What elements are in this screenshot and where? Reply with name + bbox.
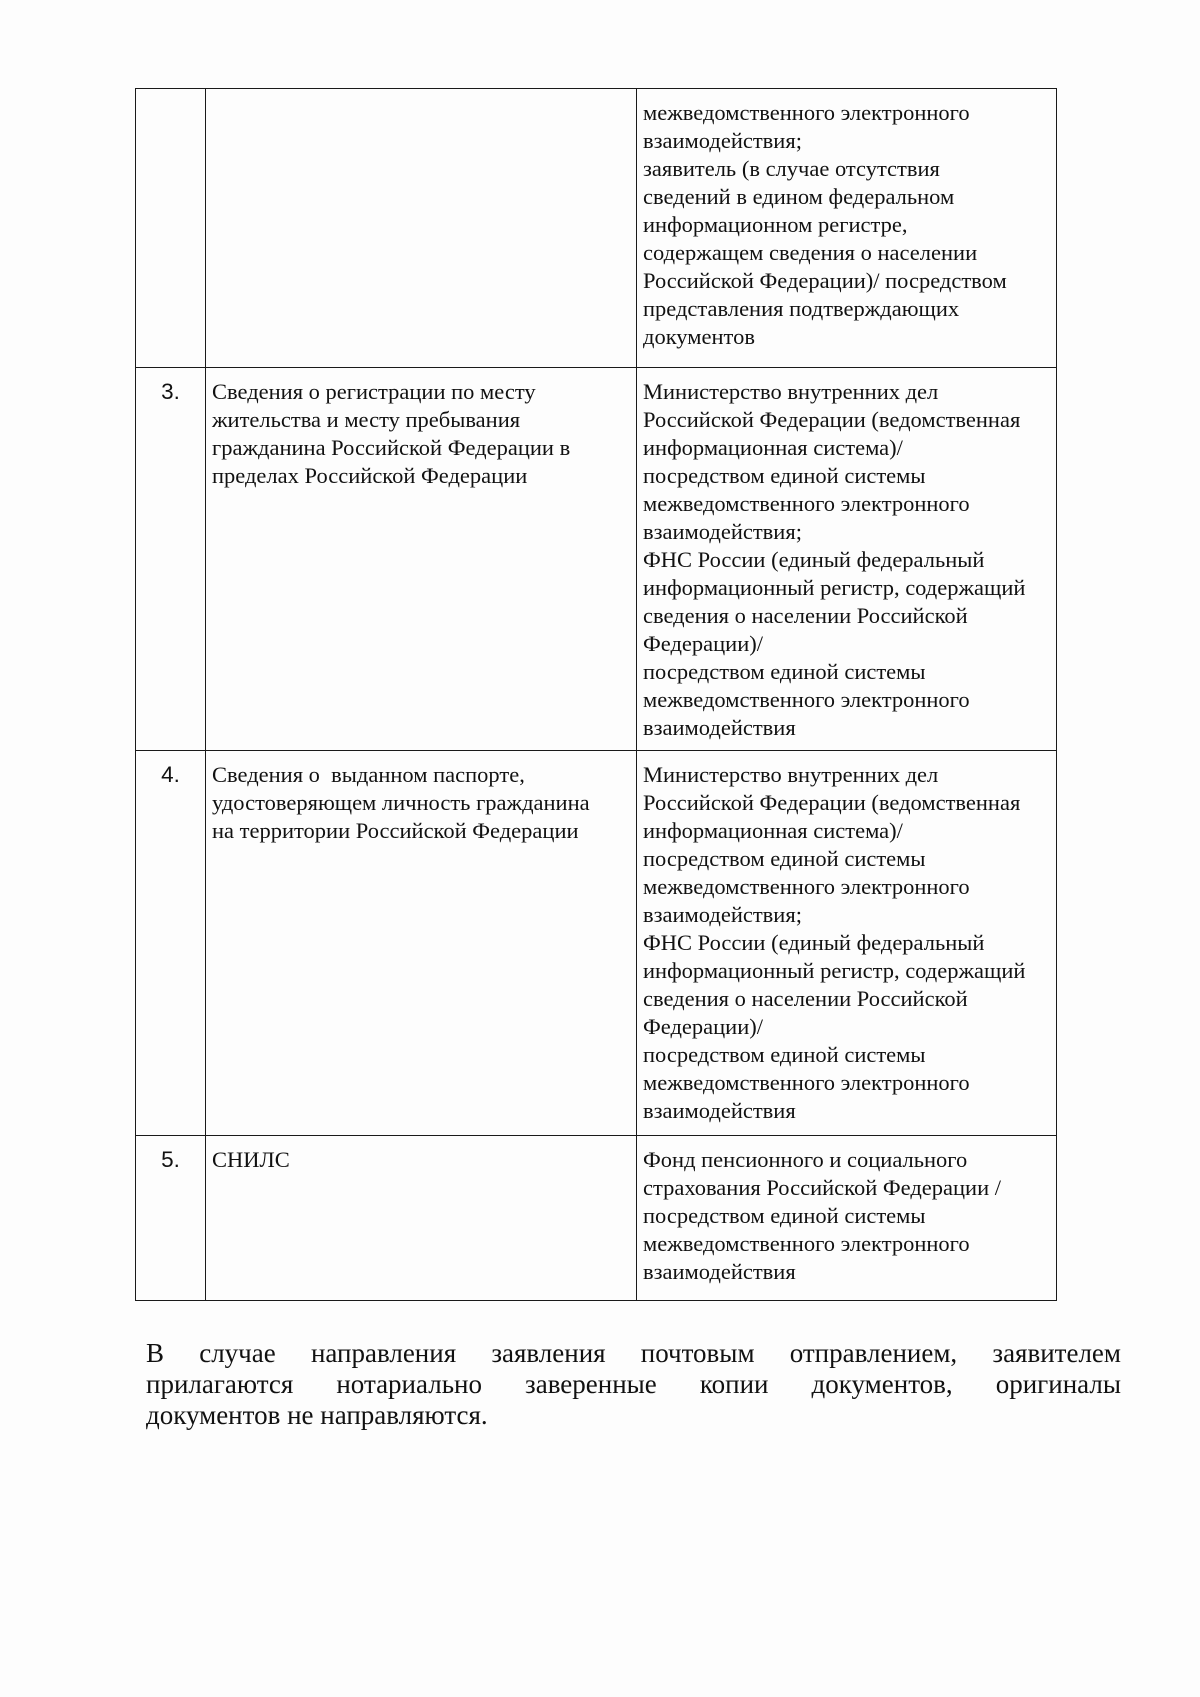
- source-line: Федерации)/: [643, 1014, 764, 1039]
- table-row: [136, 751, 1057, 1136]
- source-cell: [637, 1136, 1057, 1301]
- paragraph-line: прилагаются нотариально заверенные копии документов, оригиналы: [146, 1369, 1121, 1399]
- source-line: документов: [643, 324, 755, 349]
- source-cell: [637, 751, 1057, 1136]
- source-line: ФНС России (единый федеральный: [643, 547, 985, 572]
- name-line: гражданина Российской Федерации в: [212, 435, 571, 460]
- name-line: Сведения о выданном паспорте,: [212, 762, 525, 787]
- source-line: Российской Федерации (ведомственная: [643, 790, 1021, 815]
- source-line: взаимодействия;: [643, 902, 802, 927]
- document-name-cell: [206, 1136, 637, 1301]
- name-line: Сведения о регистрации по месту: [212, 379, 536, 404]
- source-line: Федерации)/: [643, 631, 764, 656]
- source-line: Фонд пенсионного и социального: [643, 1147, 968, 1172]
- source-line: Министерство внутренних дел: [643, 762, 939, 787]
- source-line: межведомственного электронного: [643, 1231, 970, 1256]
- source-line: взаимодействия;: [643, 519, 802, 544]
- document-name-cell: [206, 368, 637, 751]
- source-line: информационный регистр, содержащий: [643, 575, 1026, 600]
- source-line: посредством единой системы: [643, 463, 926, 488]
- source-line: посредством единой системы: [643, 659, 926, 684]
- source-line: представления подтверждающих: [643, 296, 960, 321]
- source-line: содержащем сведения о населении: [643, 240, 978, 265]
- name-line: пределах Российской Федерации: [212, 463, 528, 488]
- source-line: межведомственного электронного: [643, 687, 970, 712]
- source-line: страхования Российской Федерации /: [643, 1175, 1001, 1200]
- source-line: Российской Федерации (ведомственная: [643, 407, 1021, 432]
- source-line: взаимодействия: [643, 1259, 796, 1284]
- source-line: Министерство внутренних дел: [643, 379, 939, 404]
- source-line: информационном регистре,: [643, 212, 908, 237]
- table-row: [136, 89, 1057, 368]
- source-line: ФНС России (единый федеральный: [643, 930, 985, 955]
- row-number: 4.: [136, 751, 206, 1136]
- source-line: информационный регистр, содержащий: [643, 958, 1026, 983]
- row-number: 3.: [136, 368, 206, 751]
- source-line: посредством единой системы: [643, 846, 926, 871]
- source-line: межведомственного электронного: [643, 100, 970, 125]
- footer-paragraph: [146, 1338, 1121, 1431]
- paragraph-line: документов не направляются.: [146, 1400, 488, 1430]
- source-line: заявитель (в случае отсутствия: [643, 156, 940, 181]
- name-line: жительства и месту пребывания: [212, 407, 521, 432]
- source-line: взаимодействия;: [643, 128, 802, 153]
- source-line: межведомственного электронного: [643, 1070, 970, 1095]
- source-line: Российской Федерации)/ посредством: [643, 268, 1007, 293]
- name-line: на территории Российской Федерации: [212, 818, 579, 843]
- source-line: межведомственного электронного: [643, 491, 970, 516]
- table-row: [136, 1136, 1057, 1301]
- documents-table: [135, 88, 1057, 1301]
- source-line: взаимодействия: [643, 1098, 796, 1123]
- source-line: сведения о населении Российской: [643, 986, 968, 1011]
- source-cell: [637, 89, 1057, 368]
- row-number: 5.: [136, 1136, 206, 1301]
- source-line: информационная система)/: [643, 818, 903, 843]
- table-row: [136, 368, 1057, 751]
- document-name-cell: [206, 751, 637, 1136]
- name-line: СНИЛС: [212, 1147, 290, 1172]
- row-number: [136, 89, 206, 368]
- source-cell: [637, 368, 1057, 751]
- source-line: посредством единой системы: [643, 1042, 926, 1067]
- name-line: удостоверяющем личность гражданина: [212, 790, 590, 815]
- source-line: взаимодействия: [643, 715, 796, 740]
- document-name-cell: [206, 89, 637, 368]
- source-line: сведения о населении Российской: [643, 603, 968, 628]
- source-line: информационная система)/: [643, 435, 903, 460]
- source-line: посредством единой системы: [643, 1203, 926, 1228]
- source-line: сведений в едином федеральном: [643, 184, 955, 209]
- source-line: межведомственного электронного: [643, 874, 970, 899]
- paragraph-line: В случае направления заявления почтовым отправлением, заявителем: [146, 1338, 1121, 1368]
